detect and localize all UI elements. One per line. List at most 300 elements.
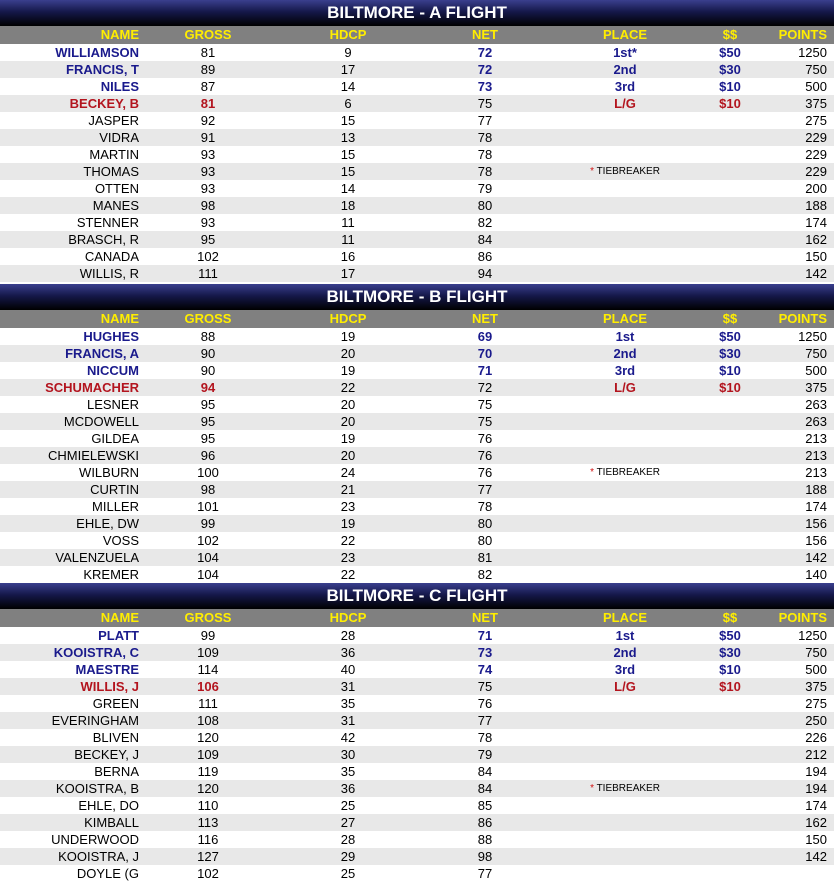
cell-hdcp: 14 [340,79,356,94]
cell-points: 162 [805,232,827,247]
cell-net: 78 [477,164,493,179]
table-row [0,61,834,78]
cell-net: 77 [477,482,493,497]
cell-name: UNDERWOOD [51,832,139,847]
cell-net: 76 [477,431,493,446]
cell-place: L/G [614,380,636,395]
cell-net: 77 [477,866,493,881]
column-header-name: NAME [100,610,139,625]
cell-net: 77 [477,713,493,728]
cell-name: KREMER [83,567,139,582]
cell-name: KOOISTRA, J [58,849,139,864]
cell-name: CHMIELEWSKI [47,448,139,463]
cell-hdcp: 31 [340,713,356,728]
cell-place: L/G [614,96,636,111]
cell-points: 263 [805,397,827,412]
cell-place: 3rd [614,662,636,677]
cell-name: EHLE, DW [76,516,139,531]
cell-hdcp: 25 [340,798,356,813]
table-row [0,328,834,345]
table-row [0,396,834,413]
cell-name: BERNA [94,764,139,779]
cell-dollars: $10 [719,363,741,378]
cell-hdcp: 15 [340,147,356,162]
cell-net: 86 [477,815,493,830]
cell-place: 3rd [614,79,636,94]
column-header-row [0,26,834,44]
table-row [0,146,834,163]
cell-net: 80 [477,198,493,213]
table-row [0,345,834,362]
table-row [0,180,834,197]
cell-points: 1250 [798,329,827,344]
cell-net: 81 [477,550,493,565]
cell-name: KOOISTRA, B [55,781,139,796]
cell-hdcp: 23 [340,550,356,565]
cell-net: 82 [477,567,493,582]
cell-dollars: $10 [719,96,741,111]
tiebreaker-note [560,464,690,481]
cell-hdcp: 11 [341,215,355,230]
cell-points: 275 [805,113,827,128]
table-row [0,362,834,379]
cell-name: MARTIN [89,147,139,162]
column-header-hdcp: HDCP [329,311,367,326]
cell-hdcp: 19 [340,329,356,344]
cell-dollars: $10 [719,662,741,677]
cell-net: 80 [477,516,493,531]
table-row [0,515,834,532]
cell-net: 77 [477,113,493,128]
cell-points: 162 [805,815,827,830]
cell-name: EHLE, DO [78,798,139,813]
table-row [0,498,834,515]
cell-net: 71 [477,628,493,643]
cell-points: 156 [805,516,827,531]
cell-name: BECKEY, B [69,96,139,111]
cell-points: 200 [805,181,827,196]
asterisk-mark: * [590,467,594,478]
cell-points: 229 [805,130,827,145]
cell-hdcp: 27 [340,815,356,830]
cell-hdcp: 17 [340,62,356,77]
column-header-name: NAME [100,311,139,326]
cell-points: 213 [805,465,827,480]
cell-hdcp: 42 [340,730,356,745]
tiebreaker-label: TIEBREAKER [596,166,660,177]
cell-hdcp: 23 [340,499,356,514]
table-row [0,214,834,231]
cell-gross: 95 [200,232,216,247]
cell-gross: 110 [197,798,219,813]
cell-gross: 104 [197,567,219,582]
table-row [0,566,834,583]
cell-name: SCHUMACHER [45,380,139,395]
column-header-place: PLACE [602,311,648,326]
table-row [0,231,834,248]
cell-net: 88 [477,832,493,847]
cell-gross: 120 [197,781,219,796]
column-header-gross: GROSS [184,311,232,326]
cell-hdcp: 17 [340,266,356,281]
cell-net: 75 [477,397,493,412]
cell-dollars: $30 [719,346,741,361]
table-row [0,248,834,265]
cell-name: DOYLE (G [76,866,139,881]
cell-net: 72 [477,62,493,77]
tiebreaker-note [560,780,690,797]
asterisk-mark: * [590,166,594,177]
cell-gross: 120 [197,730,219,745]
cell-name: MAESTRE [75,662,139,677]
column-header-row [0,310,834,328]
cell-hdcp: 22 [340,567,356,582]
cell-gross: 109 [197,645,219,660]
cell-name: PLATT [98,628,139,643]
cell-net: 76 [477,696,493,711]
cell-points: 500 [805,662,827,677]
table-row [0,413,834,430]
cell-name: VIDRA [99,130,139,145]
cell-name: MANES [92,198,139,213]
cell-points: 275 [805,696,827,711]
cell-points: 150 [805,249,827,264]
flight-title: BILTMORE - C FLIGHT [0,583,834,609]
cell-hdcp: 18 [340,198,356,213]
cell-gross: 106 [197,679,219,694]
cell-points: 188 [805,198,827,213]
column-header-net: NET [472,610,498,625]
cell-net: 78 [477,730,493,745]
cell-hdcp: 36 [340,781,356,796]
cell-gross: 87 [200,79,216,94]
cell-gross: 95 [200,397,216,412]
cell-points: 142 [805,266,827,281]
table-row [0,814,834,831]
table-row [0,865,834,882]
cell-net: 76 [477,465,493,480]
cell-gross: 99 [200,628,216,643]
cell-gross: 109 [197,747,219,762]
cell-place: 2nd [613,346,637,361]
cell-name: HUGHES [83,329,139,344]
cell-points: 375 [805,679,827,694]
cell-place: 2nd [613,645,637,660]
cell-gross: 98 [200,482,216,497]
cell-points: 213 [805,448,827,463]
cell-name: BLIVEN [92,730,139,745]
cell-gross: 94 [200,380,216,395]
cell-gross: 114 [197,662,219,677]
cell-name: VALENZUELA [55,550,139,565]
tiebreaker-note [560,163,690,180]
cell-net: 78 [477,499,493,514]
table-row [0,549,834,566]
cell-gross: 90 [200,346,216,361]
cell-gross: 113 [197,815,219,830]
cell-net: 94 [477,266,493,281]
asterisk-mark: * [590,783,594,794]
cell-gross: 111 [198,696,218,711]
cell-hdcp: 19 [340,363,356,378]
cell-hdcp: 16 [340,249,356,264]
table-row [0,464,834,481]
cell-name: EVERINGHAM [51,713,139,728]
cell-name: CURTIN [90,482,139,497]
cell-name: MCDOWELL [63,414,139,429]
cell-hdcp: 19 [340,516,356,531]
cell-gross: 116 [197,832,219,847]
cell-gross: 91 [200,130,216,145]
cell-name: KIMBALL [84,815,139,830]
cell-points: 375 [805,96,827,111]
cell-hdcp: 15 [340,164,356,179]
cell-net: 72 [477,45,493,60]
cell-hdcp: 20 [340,346,356,361]
cell-gross: 89 [200,62,216,77]
cell-net: 80 [477,533,493,548]
cell-name: STENNER [76,215,139,230]
column-header-net: NET [472,311,498,326]
flight-title: BILTMORE - A FLIGHT [0,0,834,26]
cell-net: 70 [477,346,493,361]
table-row [0,197,834,214]
cell-hdcp: 24 [340,465,356,480]
column-header-points: POINTS [778,27,827,42]
cell-name: WILLIAMSON [55,45,139,60]
cell-place: 3rd [614,363,636,378]
cell-net: 82 [477,215,493,230]
cell-hdcp: 11 [341,232,355,247]
cell-points: 140 [805,567,827,582]
table-row [0,695,834,712]
cell-points: 500 [805,79,827,94]
cell-points: 174 [805,499,827,514]
cell-hdcp: 19 [340,431,356,446]
cell-name: THOMAS [83,164,139,179]
table-row [0,746,834,763]
cell-points: 212 [805,747,827,762]
cell-gross: 127 [197,849,219,864]
cell-points: 250 [805,713,827,728]
cell-place: 2nd [613,62,637,77]
table-row [0,430,834,447]
cell-points: 156 [805,533,827,548]
cell-points: 194 [805,764,827,779]
table-row [0,763,834,780]
cell-points: 213 [805,431,827,446]
cell-net: 71 [477,363,493,378]
cell-hdcp: 20 [340,448,356,463]
cell-place: 1st [615,628,635,643]
cell-hdcp: 25 [340,866,356,881]
cell-name: BRASCH, R [68,232,139,247]
column-header-net: NET [472,27,498,42]
cell-dollars: $50 [719,45,741,60]
cell-gross: 88 [200,329,216,344]
table-row [0,848,834,865]
cell-points: 750 [805,645,827,660]
cell-name: WILBURN [79,465,139,480]
table-row [0,265,834,282]
table-row [0,729,834,746]
cell-name: FRANCIS, A [65,346,139,361]
table-row [0,44,834,61]
column-header-gross: GROSS [184,27,232,42]
cell-net: 74 [477,662,493,677]
cell-name: CANADA [84,249,139,264]
column-header-place: PLACE [602,610,648,625]
cell-dollars: $10 [719,380,741,395]
cell-gross: 96 [200,448,216,463]
cell-net: 84 [477,781,493,796]
cell-gross: 102 [197,533,219,548]
cell-net: 84 [477,232,493,247]
cell-net: 69 [477,329,493,344]
column-header-dollars: $$ [722,311,738,326]
cell-hdcp: 31 [340,679,356,694]
cell-net: 79 [477,181,493,196]
cell-gross: 102 [197,249,219,264]
cell-dollars: $30 [719,645,741,660]
cell-net: 79 [477,747,493,762]
cell-gross: 104 [197,550,219,565]
cell-hdcp: 20 [340,414,356,429]
cell-gross: 95 [200,431,216,446]
cell-hdcp: 22 [340,380,356,395]
cell-net: 78 [477,130,493,145]
cell-gross: 95 [200,414,216,429]
table-row [0,447,834,464]
table-row [0,712,834,729]
cell-gross: 93 [200,164,216,179]
cell-gross: 101 [197,499,219,514]
tiebreaker-label: TIEBREAKER [596,783,660,794]
table-row [0,661,834,678]
cell-hdcp: 35 [340,764,356,779]
cell-net: 84 [477,764,493,779]
cell-dollars: $50 [719,329,741,344]
cell-points: 375 [805,380,827,395]
cell-place: 1st* [613,45,637,60]
cell-name: LESNER [86,397,139,412]
cell-points: 142 [805,849,827,864]
column-header-hdcp: HDCP [329,610,367,625]
cell-gross: 93 [200,181,216,196]
cell-gross: 100 [197,465,219,480]
cell-gross: 90 [200,363,216,378]
table-row [0,78,834,95]
cell-gross: 111 [198,266,218,281]
column-header-points: POINTS [778,610,827,625]
table-row [0,797,834,814]
cell-net: 86 [477,249,493,264]
cell-points: 194 [805,781,827,796]
cell-name: BECKEY, J [74,747,139,762]
table-row [0,532,834,549]
cell-hdcp: 40 [340,662,356,677]
cell-hdcp: 29 [340,849,356,864]
cell-place: L/G [614,679,636,694]
table-row [0,627,834,644]
cell-hdcp: 9 [344,45,352,60]
cell-gross: 92 [200,113,216,128]
cell-name: OTTEN [94,181,139,196]
cell-net: 75 [477,96,493,111]
cell-hdcp: 20 [340,397,356,412]
cell-hdcp: 35 [340,696,356,711]
cell-points: 1250 [798,45,827,60]
cell-name: JASPER [88,113,139,128]
cell-net: 98 [477,849,493,864]
cell-gross: 93 [200,215,216,230]
table-row [0,481,834,498]
cell-net: 78 [477,147,493,162]
cell-gross: 98 [200,198,216,213]
cell-hdcp: 30 [340,747,356,762]
flight-title: BILTMORE - B FLIGHT [0,284,834,310]
cell-points: 500 [805,363,827,378]
cell-hdcp: 14 [340,181,356,196]
cell-points: 750 [805,62,827,77]
cell-hdcp: 6 [344,96,352,111]
cell-net: 73 [477,645,493,660]
cell-points: 1250 [798,628,827,643]
column-header-gross: GROSS [184,610,232,625]
cell-name: VOSS [102,533,139,548]
cell-dollars: $10 [719,79,741,94]
cell-name: KOOISTRA, C [53,645,139,660]
table-row [0,129,834,146]
cell-hdcp: 13 [340,130,356,145]
cell-hdcp: 22 [340,533,356,548]
cell-name: GREEN [92,696,139,711]
cell-name: FRANCIS, T [66,62,139,77]
cell-hdcp: 28 [340,628,356,643]
cell-hdcp: 28 [340,832,356,847]
flight-section [0,583,834,882]
cell-net: 73 [477,79,493,94]
table-row [0,112,834,129]
cell-points: 750 [805,346,827,361]
cell-name: MILLER [92,499,139,514]
column-header-dollars: $$ [722,610,738,625]
cell-name: NILES [100,79,139,94]
cell-gross: 108 [197,713,219,728]
cell-gross: 99 [200,516,216,531]
cell-points: 150 [805,832,827,847]
cell-net: 72 [477,380,493,395]
cell-points: 226 [805,730,827,745]
cell-hdcp: 21 [340,482,356,497]
table-row [0,379,834,396]
cell-place: 1st [615,329,635,344]
table-row [0,95,834,112]
cell-name: WILLIS, J [80,679,139,694]
cell-net: 85 [477,798,493,813]
table-row [0,644,834,661]
cell-name: WILLIS, R [79,266,139,281]
cell-hdcp: 36 [340,645,356,660]
cell-dollars: $50 [719,628,741,643]
table-row [0,163,834,180]
cell-net: 76 [477,448,493,463]
cell-dollars: $30 [719,62,741,77]
cell-points: 174 [805,798,827,813]
cell-points: 229 [805,147,827,162]
cell-gross: 119 [197,764,219,779]
cell-dollars: $10 [719,679,741,694]
